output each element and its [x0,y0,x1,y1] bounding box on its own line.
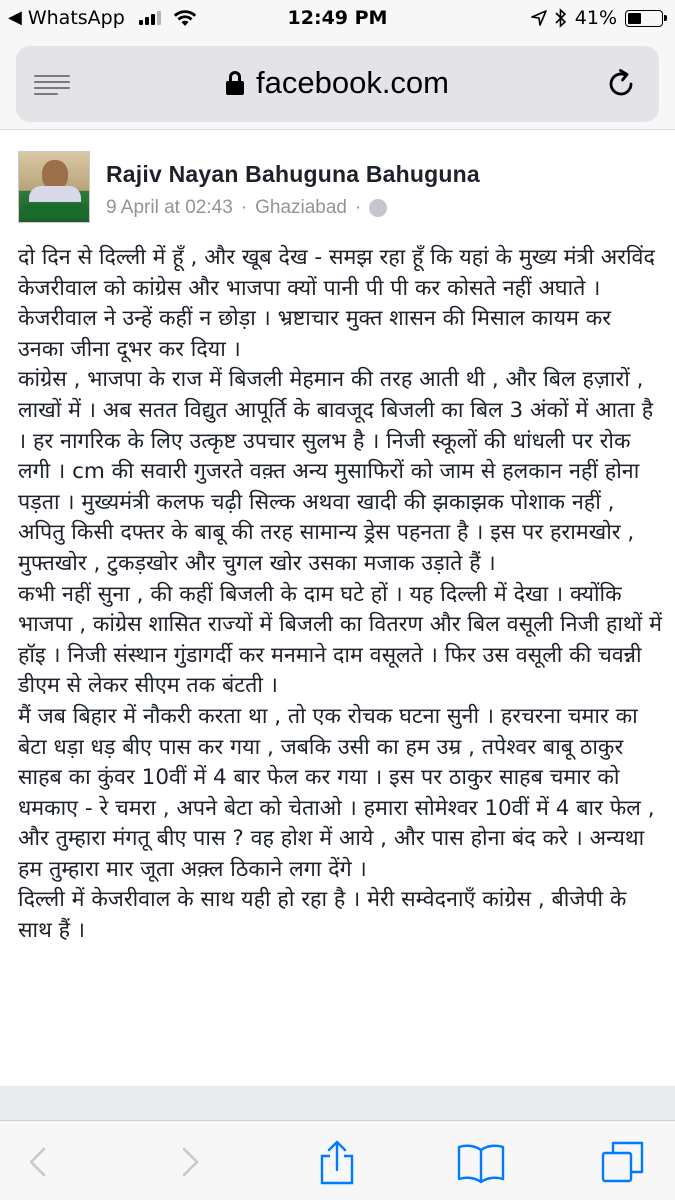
post-paragraph: केजरीवाल ने उन्हें कहीं न छोड़ा । भ्रष्टाचार मुक्त शासन की मिसाल कायम कर उनका जीना दूभर कर दिया । [18,306,612,362]
url-field[interactable] [16,46,659,122]
url-text: facebook.com [256,65,449,100]
post-paragraph: दो दिन से दिल्ली में हूँ , और खूब देख - समझ रहा हूँ कि यहां के मुख्य मंत्री अरविंद केजरीवाल को कांग्रेस और भाजपा क्यों पानी पी पी कर कोसते नहीं अघाते । [18,245,655,301]
post-paragraph: कांग्रेस , भाजपा के राज में बिजली मेहमान की तरह आती थी , और बिल हज़ारों , लाखों में । अब सतत विद्युत आपूर्ति के बावजूद बिजली का बिल 3 अंकों में आता है । हर नागरिक के लिए उत्कृष्ट उपचार सुलभ है । निजी स्कूलों की धांधली पर रोक लगी । cm की सवारी गुजरते वक़्त अन्य मुसाफिरों को जाम से हलकान नहीं होना पड़ता । मुख्यमंत्री कलफ चढ़ी सिल्क अथवा खादी की झकाझक पोशाक नहीं , अपितु किसी दफ्तर के बाबू की तरह सामान्य ड्रेस पहनता है । इस पर हरामखोर , मुफ्तखोर , टुकड़खोर और चुगल खोर उसका मजाक उड़ाते हैं । [18,367,654,576]
facebook-post [0,131,675,1086]
back-arrow-icon: ◀ [8,7,22,28]
author-name[interactable]: Rajiv Nayan Bahuguna Bahuguna [106,161,480,187]
post-date[interactable]: 9 April at 02:43 [106,197,233,218]
post-paragraph: मैं जब बिहार में नौकरी करता था , तो एक रोचक घटना सुनी । हरचरना चमार का बेटा धड़ा धड़ बीए पास कर गया , जबकि उसी का हम उम्र , तपेश्वर बाबू ठाकुर साहब का कुंवर 10वीं में 4 बार फेल कर गया । इस पर ठाकुर साहब चमार को धमकाए - रे चमरा , अपने बेटा को चेताओ । हमारा सोमेश्वर 10वीं में 4 बार फेल , और तुम्हारा मंगतू बीए पास ? वह होश में आये , और पास होना बंद करे । अन्यथा हम तुम्हारा मार जूता अक़्ल ठिकाने लगा देंगे । [18,703,655,882]
location-arrow-icon [531,10,547,26]
bookmarks-icon[interactable] [456,1139,506,1185]
post-meta [106,197,387,219]
post-location[interactable]: Ghaziabad [255,197,347,218]
tabs-icon[interactable] [600,1139,646,1185]
feed-background [0,1086,675,1120]
post-text [18,243,662,947]
bluetooth-icon [555,8,567,28]
clock: 12:49 PM [287,7,388,29]
url-display[interactable] [16,65,659,101]
post-paragraph: दिल्ली में केजरीवाल के साथ यही हो रहा है । मेरी सम्वेदनाएँ कांग्रेस , बीजेपी के साथ हैं । [18,887,627,944]
reload-icon[interactable] [605,68,637,100]
battery-icon [625,10,663,27]
meta-separator: · [355,197,362,218]
battery-level [628,13,641,24]
back-app-label: WhatsApp [27,7,125,29]
chevron-right-icon[interactable] [166,1139,212,1185]
author-avatar[interactable] [18,151,90,223]
globe-icon [369,199,387,217]
post-paragraph: कभी नहीं सुना , की कहीं बिजली के दाम घटे हों । यह दिल्ली में देखा । क्योंकि भाजपा , कांग्रेस शासित राज्यों में बिजली का वितरण और बिल वसूली निजी हाथों में हॉइ । निजी संस्थान गुंडागर्दी कर मनमाने दाम वसूलते । फिर उस वसूली की चवन्नी डीएम से लेकर सीएम तक बंटती । [18,581,662,699]
battery-percent: 41% [574,7,617,29]
share-icon[interactable] [314,1139,360,1185]
chevron-left-icon[interactable] [16,1139,62,1185]
status-bar [0,0,675,38]
browser-address-area [0,38,675,130]
browser-toolbar [0,1120,675,1200]
status-right [531,7,663,29]
meta-separator: · [240,197,248,218]
lock-icon [226,71,244,95]
